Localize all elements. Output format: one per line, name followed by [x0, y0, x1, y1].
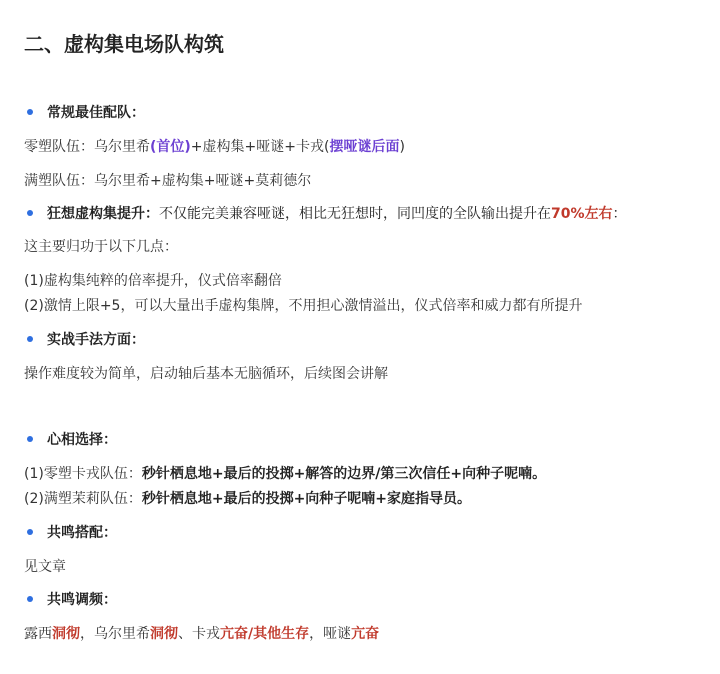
boost-intro: 这主要归功于以下几点：: [24, 239, 178, 255]
config-line-1: [24, 137, 405, 157]
config-heading: 常规最佳配队：: [47, 105, 145, 121]
section-title: 二、虚构集电场队构筑: [24, 32, 224, 56]
bullet-resonance: [24, 523, 117, 543]
bullet-tuning: [24, 590, 117, 610]
bullet-dot: [27, 336, 33, 342]
tuning-p4: ，哑谜: [309, 626, 352, 642]
boost-heading: 狂想虚构集提升：: [47, 206, 159, 222]
config-line-1-suffix: ): [399, 139, 405, 155]
config-line-1-highlight-2: 摆哑谜后面: [329, 139, 400, 155]
boost-text: 不仅能完美兼容哑谜，相比无狂想时，同凹度的全队输出提升在: [159, 206, 551, 222]
mind-line-1: [24, 464, 546, 484]
tuning-p1: 露西: [24, 626, 52, 642]
mind-line-1-bold: 秒针栖息地+最后的投掷+解答的边界/第三次信任+向种子呢喃。: [141, 466, 547, 482]
config-line-1-mid: +虚构集+哑谜+卡戎(: [190, 139, 330, 155]
bullet-tactics: [24, 330, 145, 350]
mind-line-2-prefix: (2)满塑茉莉队伍：: [24, 491, 142, 507]
bullet-dot: [27, 529, 33, 535]
bullet-config: [24, 103, 145, 123]
bullet-dot: [27, 210, 33, 216]
mind-line-2-bold: 秒针栖息地+最后的投掷+向种子呢喃+家庭指导员。: [141, 491, 472, 507]
tuning-h2: 洞彻: [150, 626, 178, 642]
tuning-h4: 亢奋: [351, 626, 380, 642]
bullet-dot: [27, 596, 33, 602]
boost-highlight: 70%左右: [551, 206, 613, 222]
bullet-dot: [27, 436, 33, 442]
boost-tail: ：: [612, 206, 627, 222]
bullet-mind: [24, 430, 117, 450]
tuning-p3: 、卡戎: [178, 626, 220, 642]
mind-line-1-prefix: (1)零塑卡戎队伍：: [24, 466, 142, 482]
config-line-1-prefix: 零塑队伍：乌尔里希: [24, 139, 150, 155]
config-line-2: 满塑队伍：乌尔里希+虚构集+哑谜+莫莉德尔: [24, 173, 312, 189]
boost-point-2: (2)激情上限+5，可以大量出手虚构集牌，不用担心激情溢出，仪式倍率和威力都有所提升: [24, 298, 583, 314]
bullet-dot: [27, 109, 33, 115]
tuning-h3: 亢奋/其他生存: [220, 626, 310, 642]
tactics-heading: 实战手法方面：: [47, 332, 145, 348]
resonance-heading: 共鸣搭配：: [47, 525, 117, 541]
tuning-heading: 共鸣调频：: [47, 592, 117, 608]
tuning-h1: 洞彻: [52, 626, 80, 642]
tactics-text: 操作难度较为简单，启动轴后基本无脑循环，后续图会讲解: [24, 366, 388, 382]
tuning-p2: ，乌尔里希: [80, 626, 150, 642]
mind-line-2: [24, 489, 471, 509]
boost-point-1: (1)虚构集纯粹的倍率提升，仪式倍率翻倍: [24, 273, 282, 289]
mind-heading: 心相选择：: [47, 432, 117, 448]
bullet-boost: [24, 204, 627, 224]
config-line-1-highlight-1: (首位): [150, 139, 191, 155]
resonance-text: 见文章: [24, 559, 66, 575]
tuning-line: [24, 624, 379, 644]
